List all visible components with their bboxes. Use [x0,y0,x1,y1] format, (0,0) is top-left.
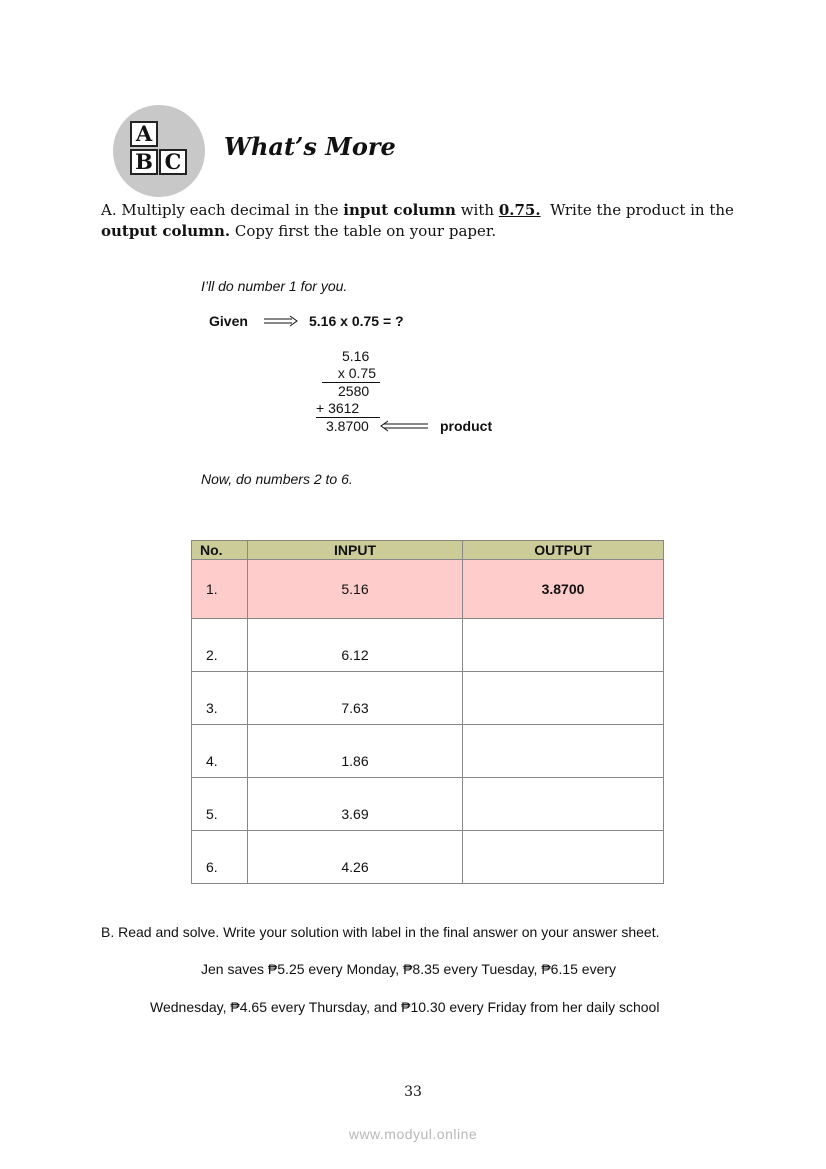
given-expression: 5.16 x 0.75 = ? [309,313,404,329]
cell-output [463,725,664,778]
abc-blocks-icon [113,105,205,197]
watermark: www.modyul.online [348,1126,478,1142]
cell-input: 4.26 [248,831,463,884]
page-number: 33 [404,1084,422,1100]
instr-text: with [455,201,499,219]
calc-line-3: 2580 [338,383,370,399]
cell-no: 2. [192,619,248,672]
header-input: INPUT [248,541,463,560]
cell-output [463,831,664,884]
right-arrow-icon [264,315,298,327]
calc-line-2: x 0.75 [322,365,380,383]
cell-input: 6.12 [248,619,463,672]
multiplication-table [191,540,664,884]
instr-multiplier: 0.75. [498,201,541,219]
section-title: What’s More [224,132,396,161]
instr-text: Write the product in the [540,201,739,219]
given-label: Given [209,313,248,329]
table-row [192,560,664,619]
calc-line-1: 5.16 [342,348,370,364]
cell-input: 3.69 [248,778,463,831]
next-instruction: Now, do numbers 2 to 6. [201,471,353,487]
block-a: A [130,121,158,147]
cell-output [463,619,664,672]
instruction-b: B. Read and solve. Write your solution with label in the final answer on your answer sheet. [101,924,660,940]
instruction-a [101,200,741,242]
problem-line-2: Wednesday, ₱4.65 every Thursday, and ₱10.30 every Friday from her daily school [150,999,660,1015]
table-row [192,778,664,831]
cell-no: 1. [192,560,248,619]
header-output: OUTPUT [463,541,664,560]
cell-no: 4. [192,725,248,778]
product-label: product [440,418,493,434]
calc-product: 3.8700 [326,418,369,434]
table-row [192,831,664,884]
cell-no: 6. [192,831,248,884]
instr-text: A. Multiply each decimal in the [101,201,344,219]
table-row [192,725,664,778]
cell-output [463,672,664,725]
cell-input: 7.63 [248,672,463,725]
block-b: B [130,149,158,175]
calc-line-4: + 3612 [316,400,380,418]
table-row [192,672,664,725]
table-header-row [192,541,664,560]
table-row [192,619,664,672]
cell-input: 1.86 [248,725,463,778]
cell-no: 3. [192,672,248,725]
instr-input-column: input column [343,201,456,219]
cell-output [463,778,664,831]
left-arrow-icon [380,420,430,432]
problem-line-1: Jen saves ₱5.25 every Monday, ₱8.35 every Tuesday, ₱6.15 every [201,961,617,977]
example-intro: I’ll do number 1 for you. [201,278,348,294]
block-c: C [159,149,187,175]
cell-no: 5. [192,778,248,831]
instr-text: Copy first the table on your paper. [230,222,497,240]
cell-output: 3.8700 [463,560,664,619]
instr-output-column: output column. [101,222,231,240]
cell-input: 5.16 [248,560,463,619]
header-no: No. [192,541,248,560]
